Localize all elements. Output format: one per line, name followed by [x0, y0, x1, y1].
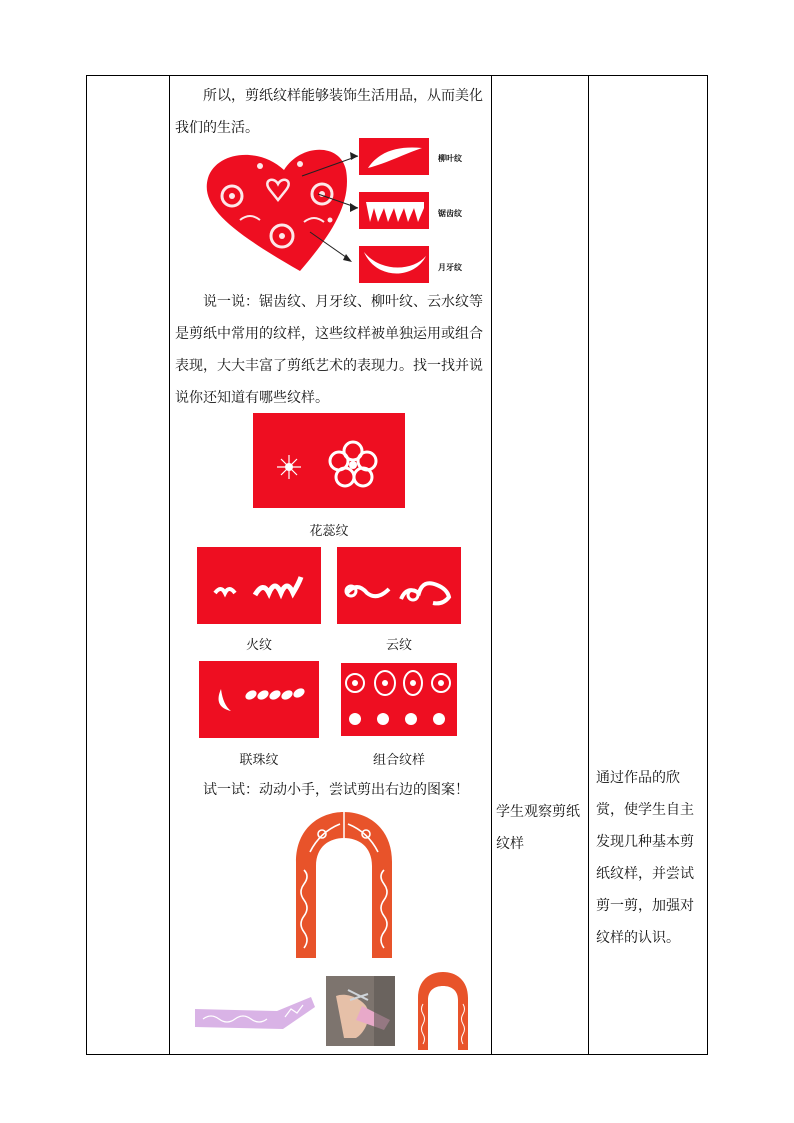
column-divider — [588, 76, 589, 1054]
small-arch-papercut-image — [414, 970, 472, 1052]
paragraph-intro: 所以，剪纸纹样能够装饰生活用品，从而美化我们的生活。 — [175, 88, 483, 136]
zuhe-pattern-image — [341, 663, 457, 736]
caption-lianzhu: 联珠纹 — [239, 753, 279, 768]
caption-huo: 火纹 — [245, 638, 272, 653]
design-intent-text: 通过作品的欣赏，使学生自主发现几种基本剪纸纹样，并尝试剪一剪，加强对纹样的认识。 — [596, 770, 694, 946]
column-divider — [491, 76, 492, 1054]
label-yueya: 月牙纹 — [438, 263, 462, 272]
huarui-pattern-image — [253, 413, 405, 508]
pink-paper-strip-image — [193, 993, 317, 1033]
paragraph-shiyishi: 试一试：动动小手，尝试剪出右边的图案！ — [203, 782, 469, 798]
caption-zuhe: 组合纹样 — [372, 753, 425, 768]
paragraph-shuoyishuo: 说一说：锯齿纹、月牙纹、柳叶纹、云水纹等是剪纸中常用的纹样，这些纹样被单独运用或组合表现，大大丰富了剪纸艺术的表现力。找一找并说说你还知道有哪些纹样。 — [175, 294, 483, 406]
student-activity-text: 学生观察剪纸纹样 — [496, 804, 580, 852]
column-divider — [169, 76, 170, 1054]
lianzhu-pattern-image — [199, 661, 319, 738]
arch-papercut-image — [290, 808, 398, 966]
huo-pattern-image — [197, 547, 321, 624]
caption-yun: 云纹 — [385, 638, 412, 653]
label-liuye: 柳叶纹 — [438, 154, 462, 163]
hands-cutting-photo — [326, 976, 395, 1046]
caption-huarui: 花蕊纹 — [309, 524, 349, 539]
label-juchi: 锯齿纹 — [438, 209, 462, 218]
yun-pattern-image — [337, 547, 461, 624]
